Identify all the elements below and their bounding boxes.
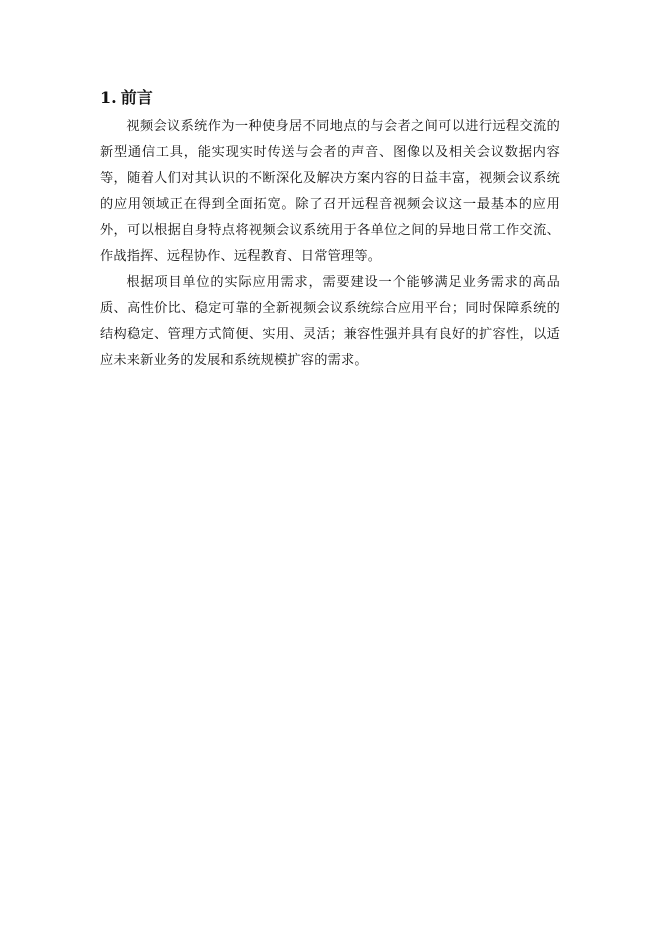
paragraph-intro: 视频会议系统作为一种使身居不同地点的与会者之间可以进行远程交流的新型通信工具，能实现实时传送与会者的声音、图像以及相关会议数据内容等，随着人们对其认识的不断深化及解决方案内容的日益丰富，视频会议系统的应用领域正在得到全面拓宽。除了召开远程音视频会议这一最基本的应用外，可以根据自身特点将视频会议系统用于各单位之间的异地日常工作交流、作战指挥、远程协作、远程教育、日常管理等。 bbox=[100, 119, 560, 264]
paragraph-requirements: 根据项目单位的实际应用需求，需要建设一个能够满足业务需求的高品质、高性价比、稳定可靠的全新视频会议系统综合应用平台；同时保障系统的结构稳定、管理方式简便、实用、灵活；兼容性强并具有良好的扩容性，以适应未来新业务的发展和系统规模扩容的需求。 bbox=[100, 275, 560, 368]
document-content bbox=[100, 86, 560, 374]
section-heading bbox=[100, 86, 560, 110]
section-title: 前言 bbox=[120, 88, 153, 107]
section-number: 1. bbox=[100, 88, 117, 107]
